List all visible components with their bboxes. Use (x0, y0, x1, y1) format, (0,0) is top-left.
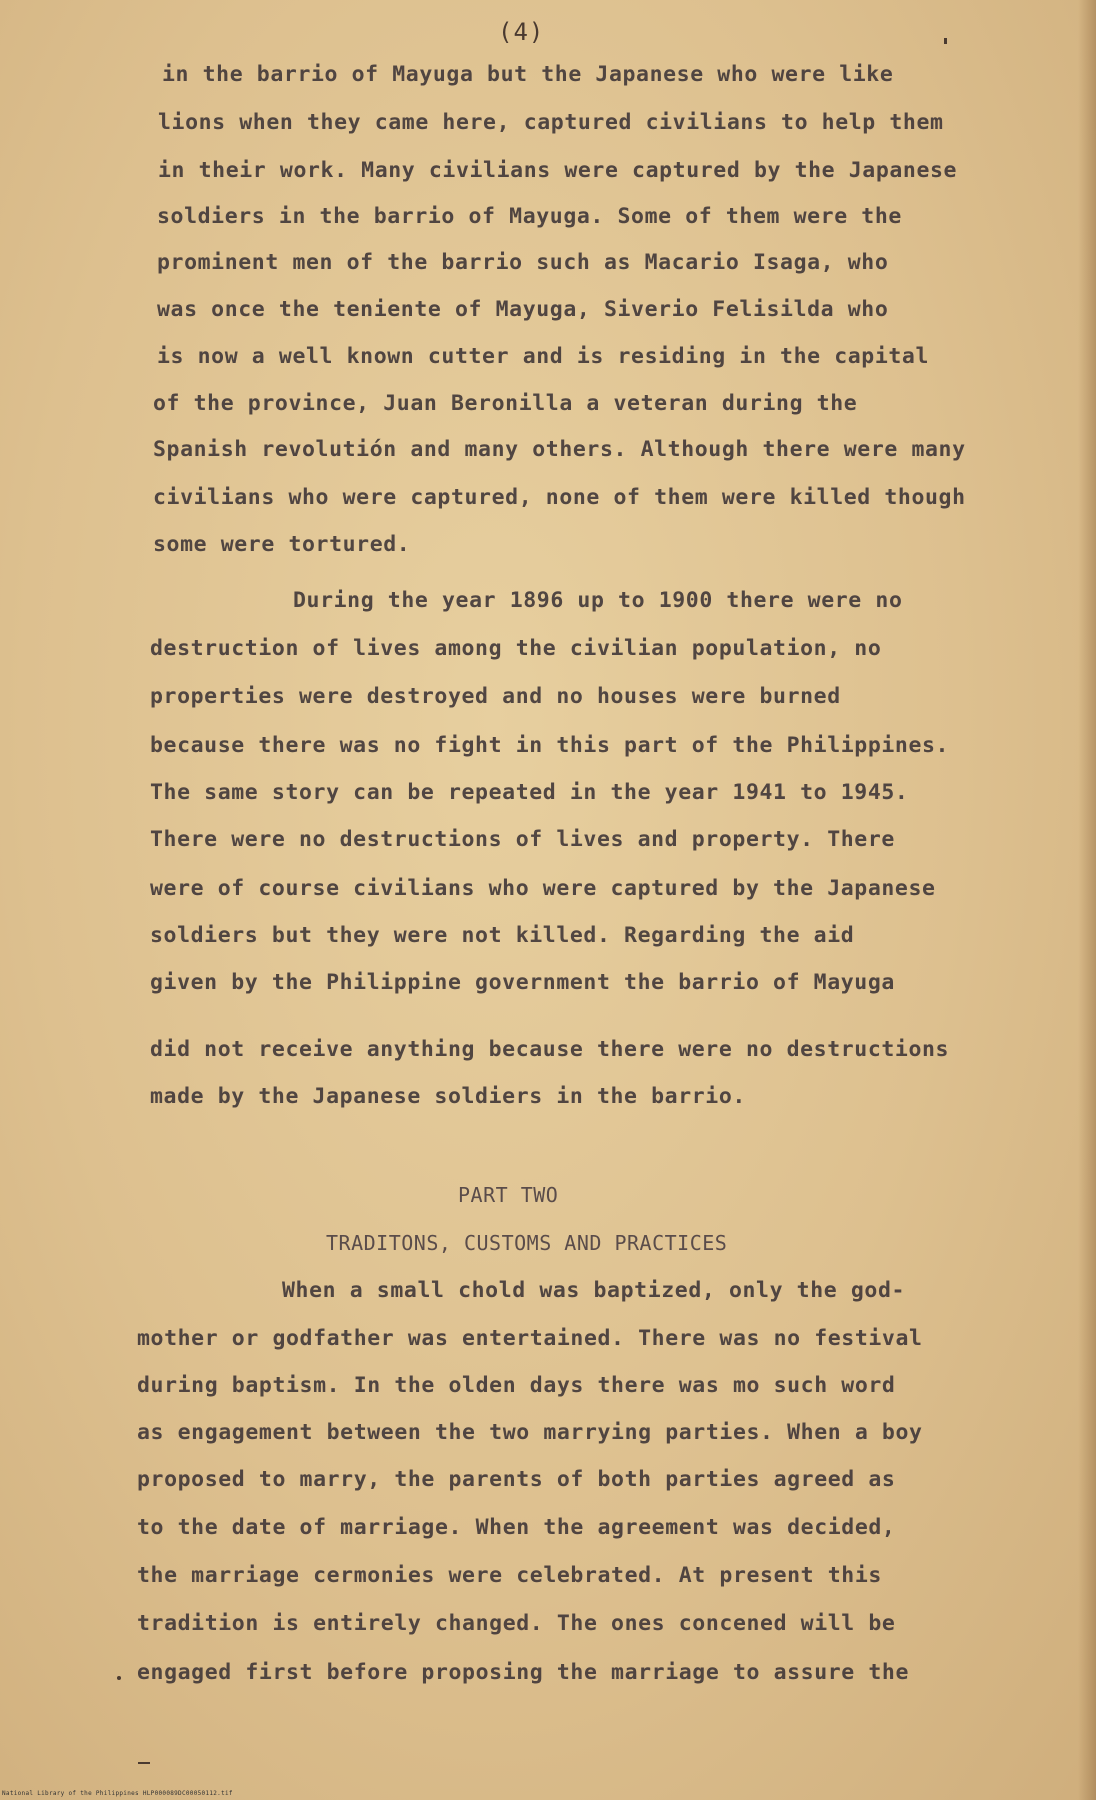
text-line: did not receive anything because there were no destructions (150, 1037, 950, 1062)
text-line: Spanish revolutión and many others. Although there were many (153, 437, 966, 462)
text-line: to the date of marriage. When the agreement was decided, (137, 1515, 896, 1540)
text-line: engaged first before proposing the marriage to assure the (137, 1660, 910, 1685)
page-number: (4) (498, 18, 545, 46)
text-line: proposed to marry, the parents of both parties agreed as (137, 1467, 896, 1492)
text-line: lions when they came here, captured civilians to help them (158, 110, 944, 135)
text-line: were of course civilians who were captured by the Japanese (150, 876, 936, 901)
text-line: mother or godfather was entertained. There was no festival (137, 1326, 923, 1351)
text-line: There were no destructions of lives and property. There (150, 827, 895, 852)
text-line: was once the teniente of Mayuga, Siverio Felisilda who (157, 297, 889, 322)
archive-footer: National Library of the Philippines HLP000089DC00050112.tif (2, 1790, 233, 1797)
text-line: during baptism. In the olden days there was mo such word (137, 1373, 896, 1398)
text-line: of the province, Juan Beronilla a veteran during the (153, 391, 858, 416)
ink-dash (138, 1762, 150, 1764)
text-line: civilians who were captured, none of them were killed though (153, 485, 966, 510)
text-line: During the year 1896 up to 1900 there were no (293, 588, 903, 613)
part-heading: PART TWO (458, 1183, 559, 1207)
text-line: properties were destroyed and no houses were burned (150, 684, 841, 709)
text-line: as engagement between the two marrying parties. When a boy (137, 1420, 923, 1445)
text-line: in the barrio of Mayuga but the Japanese who were like (162, 62, 894, 87)
text-line: given by the Philippine government the barrio of Mayuga (150, 970, 895, 995)
text-line: tradition is entirely changed. The ones concened will be (137, 1611, 896, 1636)
text-line: prominent men of the barrio such as Macario Isaga, who (157, 250, 889, 275)
ink-mark (944, 38, 947, 44)
text-line: soldiers but they were not killed. Regarding the aid (150, 923, 855, 948)
text-line: When a small chold was baptized, only the god- (282, 1278, 906, 1303)
text-line: made by the Japanese soldiers in the barrio. (150, 1084, 746, 1109)
text-line: in their work. Many civilians were captured by the Japanese (158, 158, 958, 183)
text-line: because there was no fight in this part of the Philippines. (150, 733, 950, 758)
text-line: destruction of lives among the civilian population, no (150, 636, 882, 661)
text-line: soldiers in the barrio of Mayuga. Some of them were the (157, 204, 902, 229)
ink-dot (117, 1676, 121, 1680)
text-line: the marriage cermonies were celebrated. At present this (137, 1563, 882, 1588)
text-line: some were tortured. (153, 532, 411, 557)
section-heading: TRADITONS, CUSTOMS AND PRACTICES (326, 1231, 728, 1255)
text-line: The same story can be repeated in the year 1941 to 1945. (150, 780, 909, 805)
text-line: is now a well known cutter and is residing in the capital (157, 344, 930, 369)
page-edge-shadow (1078, 0, 1096, 1800)
